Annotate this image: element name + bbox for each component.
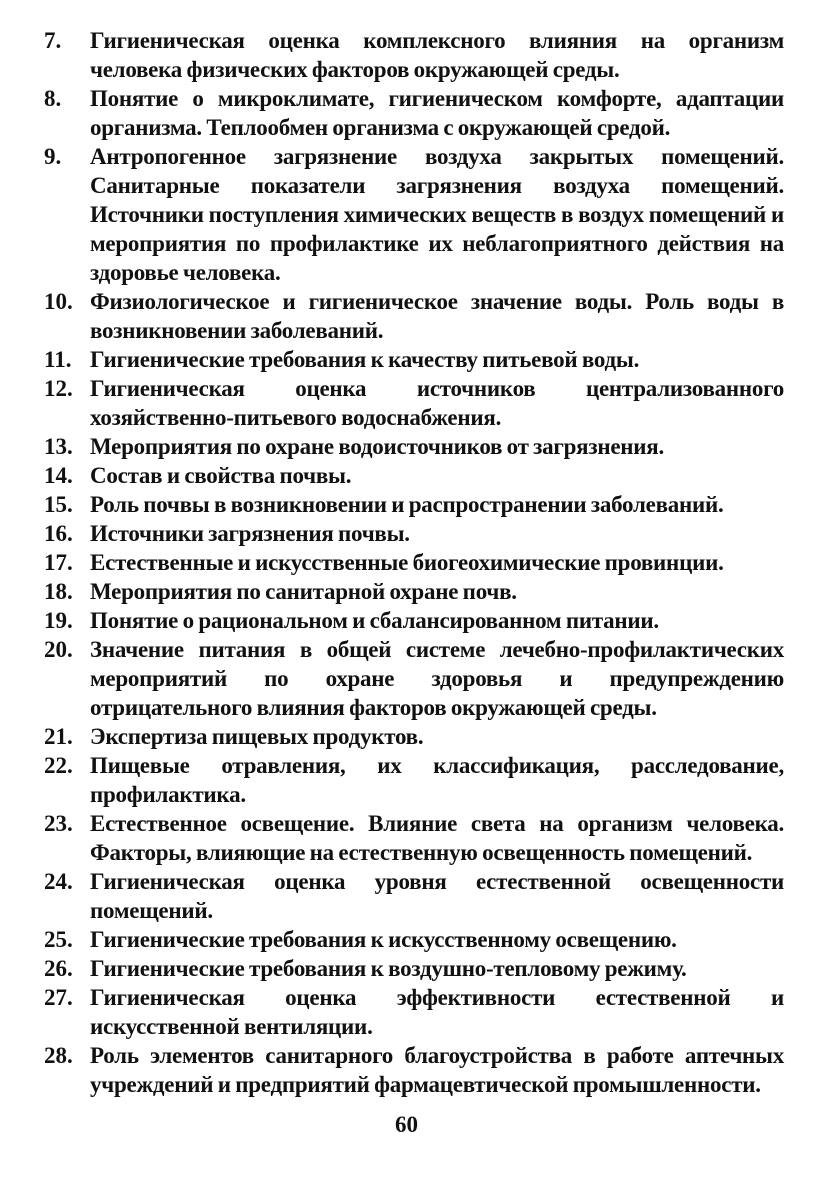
item-text: Гигиенические требования к искусственному освещению. bbox=[90, 927, 677, 952]
item-text: Понятие о микроклимате, гигиеническом комфорте, адаптации организма. Теплообмен организма с окружающей средой. bbox=[90, 86, 784, 140]
item-number: 25. bbox=[44, 927, 73, 952]
item-text: Источники загрязнения почвы. bbox=[90, 521, 410, 546]
item-number: 11. bbox=[44, 347, 72, 372]
item-number: 21. bbox=[44, 724, 73, 749]
list-item bbox=[44, 84, 784, 142]
item-text: Гигиенические требования к качеству питьевой воды. bbox=[90, 347, 640, 372]
item-text: Гигиеническая оценка источников централизованного хозяйственно-питьевого водоснабжения. bbox=[90, 376, 784, 430]
item-number: 9. bbox=[44, 144, 62, 169]
item-text: Гигиеническая оценка эффективности естественной и искусственной вентиляции. bbox=[90, 985, 784, 1039]
item-text: Физиологическое и гигиеническое значение воды. Роль воды в возникновении заболеваний. bbox=[90, 289, 784, 343]
item-number: 12. bbox=[44, 376, 73, 401]
list-item bbox=[44, 142, 784, 287]
list-item bbox=[44, 867, 784, 925]
item-text: Экспертиза пищевых продуктов. bbox=[90, 724, 424, 749]
list-item bbox=[44, 432, 784, 461]
item-text: Понятие о рациональном и сбалансированном питании. bbox=[90, 608, 659, 633]
item-number: 17. bbox=[44, 550, 73, 575]
list-item bbox=[44, 345, 784, 374]
item-text: Антропогенное загрязнение воздуха закрытых помещений. Санитарные показатели загрязнения воздуха помещений. Источники поступления химических веществ в воздух помещений и мероприятия по профилактике их неблагоприятного действия на здоровье человека. bbox=[90, 144, 784, 285]
item-number: 7. bbox=[44, 28, 62, 53]
list-item bbox=[44, 490, 784, 519]
item-text: Естественные и искусственные биогеохимические провинции. bbox=[90, 550, 724, 575]
item-number: 13. bbox=[44, 434, 73, 459]
item-text: Роль элементов санитарного благоустройства в работе аптечных учреждений и предприятий фармацевтической промышленности. bbox=[90, 1043, 784, 1097]
question-list bbox=[44, 26, 784, 1099]
list-item bbox=[44, 26, 784, 84]
item-text: Естественное освещение. Влияние света на организм человека. Факторы, влияющие на естественную освещенность помещений. bbox=[90, 811, 784, 865]
list-item bbox=[44, 548, 784, 577]
item-number: 15. bbox=[44, 492, 73, 517]
item-number: 28. bbox=[44, 1043, 73, 1068]
item-number: 10. bbox=[44, 289, 73, 314]
list-item bbox=[44, 461, 784, 490]
page-number: 60 bbox=[395, 1112, 418, 1137]
list-item bbox=[44, 925, 784, 954]
item-number: 16. bbox=[44, 521, 73, 546]
list-item bbox=[44, 635, 784, 722]
item-number: 22. bbox=[44, 753, 73, 778]
item-number: 26. bbox=[44, 956, 73, 981]
list-item bbox=[44, 374, 784, 432]
list-item bbox=[44, 809, 784, 867]
item-number: 23. bbox=[44, 811, 73, 836]
item-number: 19. bbox=[44, 608, 73, 633]
list-item bbox=[44, 519, 784, 548]
list-item bbox=[44, 722, 784, 751]
item-number: 24. bbox=[44, 869, 73, 894]
item-text: Состав и свойства почвы. bbox=[90, 463, 352, 488]
list-item bbox=[44, 954, 784, 983]
item-text: Роль почвы в возникновении и распространении заболеваний. bbox=[90, 492, 724, 517]
item-text: Пищевые отравления, их классификация, расследование, профилактика. bbox=[90, 753, 784, 807]
list-item bbox=[44, 983, 784, 1041]
list-item bbox=[44, 287, 784, 345]
item-text: Значение питания в общей системе лечебно-профилактических мероприятий по охране здоровья и предупреждению отрицательного влияния факторов окружающей среды. bbox=[90, 637, 784, 720]
list-item bbox=[44, 577, 784, 606]
item-number: 8. bbox=[44, 86, 62, 111]
item-text: Гигиеническая оценка уровня естественной освещенности помещений. bbox=[90, 869, 784, 923]
item-text: Мероприятия по охране водоисточников от загрязнения. bbox=[90, 434, 665, 459]
item-text: Гигиеническая оценка комплексного влияния на организм человека физических факторов окружающей среды. bbox=[90, 28, 784, 82]
list-item bbox=[44, 1041, 784, 1099]
list-item bbox=[44, 751, 784, 809]
item-text: Гигиенические требования к воздушно-тепловому режиму. bbox=[90, 956, 687, 981]
item-number: 27. bbox=[44, 985, 73, 1010]
list-item bbox=[44, 606, 784, 635]
item-text: Мероприятия по санитарной охране почв. bbox=[90, 579, 517, 604]
item-number: 18. bbox=[44, 579, 73, 604]
item-number: 20. bbox=[44, 637, 73, 662]
item-number: 14. bbox=[44, 463, 73, 488]
